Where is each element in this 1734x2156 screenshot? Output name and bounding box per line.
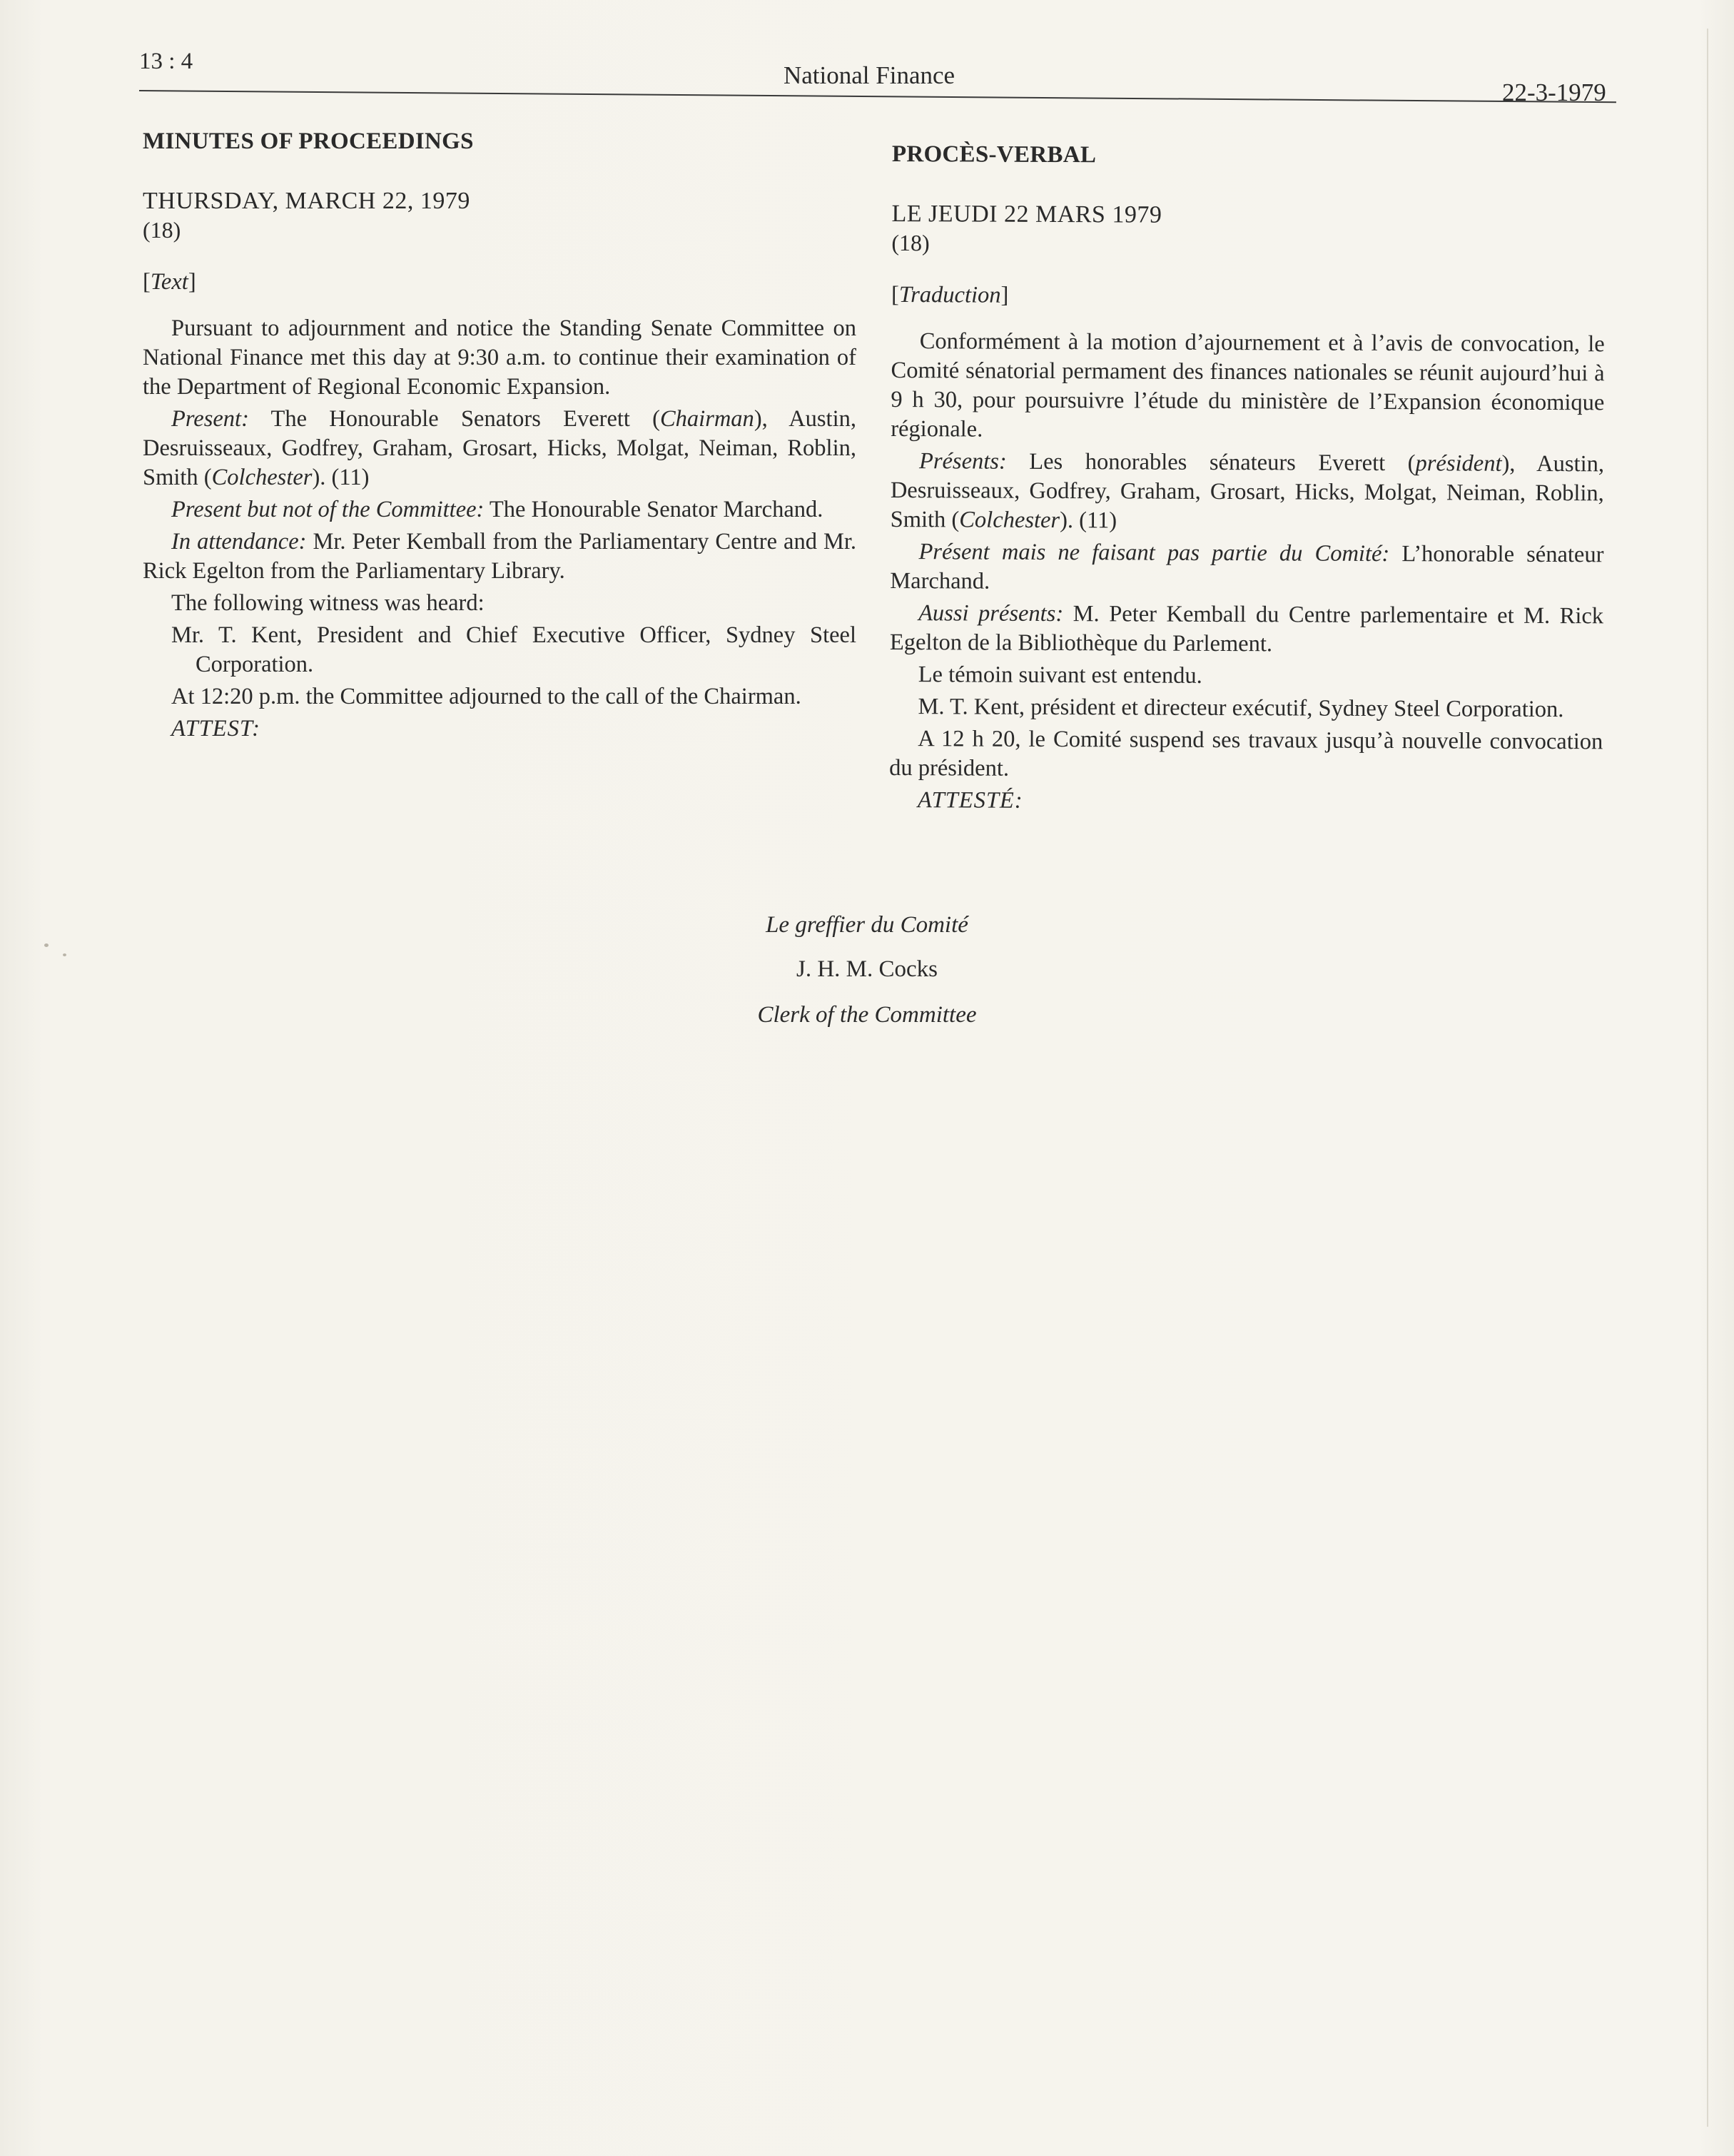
english-text-tag: [Text]: [143, 269, 196, 295]
french-not-committee-paragraph: Présent mais ne faisant pas partie du Comité: L’honorable sénateur Marchand.: [890, 539, 1604, 594]
english-attest: ATTEST:: [171, 716, 261, 742]
french-witness-intro: Le témoin suivant est entendu.: [918, 662, 1202, 689]
french-witness: M. T. Kent, président et directeur exécutif, Sydney Steel Corporation.: [918, 694, 1564, 723]
page-edge-line: [1707, 29, 1708, 2127]
english-witness-intro: The following witness was heard:: [171, 590, 485, 616]
english-adjourn-paragraph: At 12:20 p.m. the Committee adjourned to the call of the Chairman.: [171, 684, 801, 709]
english-witness: Mr. T. Kent, President and Chief Executive Officer, Sydney Steel Corporation.: [171, 622, 856, 677]
page-title: National Finance: [784, 61, 955, 89]
clerk-name: J. H. M. Cocks: [796, 956, 938, 982]
header-rule: [139, 90, 1616, 103]
english-not-committee-paragraph: Present but not of the Committee: The Honourable Senator Marchand.: [171, 497, 823, 522]
paper-speck: [63, 953, 66, 956]
english-opening-paragraph: Pursuant to adjournment and notice the Standing Senate Committee on National Finance met this day at 9:30 a.m. to continue their examination of the Department of Regional Economic Expansion.: [143, 315, 856, 400]
clerk-title-french: Le greffier du Comité: [766, 912, 968, 938]
clerk-title-english: Clerk of the Committee: [757, 1002, 977, 1028]
page-date: 22-3-1979: [1502, 79, 1606, 106]
page-number: 13 : 4: [139, 49, 193, 74]
french-adjourn-paragraph: A 12 h 20, le Comité suspend ses travaux jusqu’à nouvelle convocation du président.: [889, 726, 1603, 781]
english-present-paragraph: Present: The Honourable Senators Everett (Chairman), Austin, Desruisseaux, Godfrey, Graham, Grosart, Hicks, Molgat, Neiman, Roblin, Smith (Colchester). (11): [143, 406, 856, 490]
english-heading: MINUTES OF PROCEEDINGS: [143, 128, 474, 154]
english-date: THURSDAY, MARCH 22, 1979: [143, 188, 470, 214]
english-column: [143, 127, 856, 744]
french-attest: ATTESTÉ:: [917, 787, 1023, 814]
french-issue-number: (18): [891, 229, 930, 256]
english-attendance-paragraph: In attendance: Mr. Peter Kemball from the Parliamentary Centre and Mr. Rick Egelton from the Parliamentary Library.: [143, 529, 856, 584]
french-heading: PROCÈS-VERBAL: [891, 141, 1097, 168]
french-opening-paragraph: Conformément à la motion d’ajournement et à l’avis de convocation, le Comité sénatorial permament des finances nationales se réunit aujourd’hui à 9 h 30, pour poursuivre l’étude du ministère de l’Expansion économique régionale.: [891, 328, 1605, 442]
french-date: LE JEUDI 22 MARS 1979: [891, 200, 1162, 228]
french-text-tag: [Traduction]: [891, 281, 1009, 308]
paper-speck: [44, 943, 49, 947]
french-present-paragraph: Présents: Les honorables sénateurs Everett (président), Austin, Desruisseaux, Godfrey, Graham, Grosart, Hicks, Molgat, Neiman, Roblin, Smith (Colchester). (11): [890, 448, 1605, 534]
french-column: [889, 140, 1606, 818]
english-issue-number: (18): [143, 217, 181, 243]
french-attendance-paragraph: Aussi présents: M. Peter Kemball du Centre parlementaire et M. Rick Egelton de la Bibliothèque du Parlement.: [889, 600, 1604, 657]
